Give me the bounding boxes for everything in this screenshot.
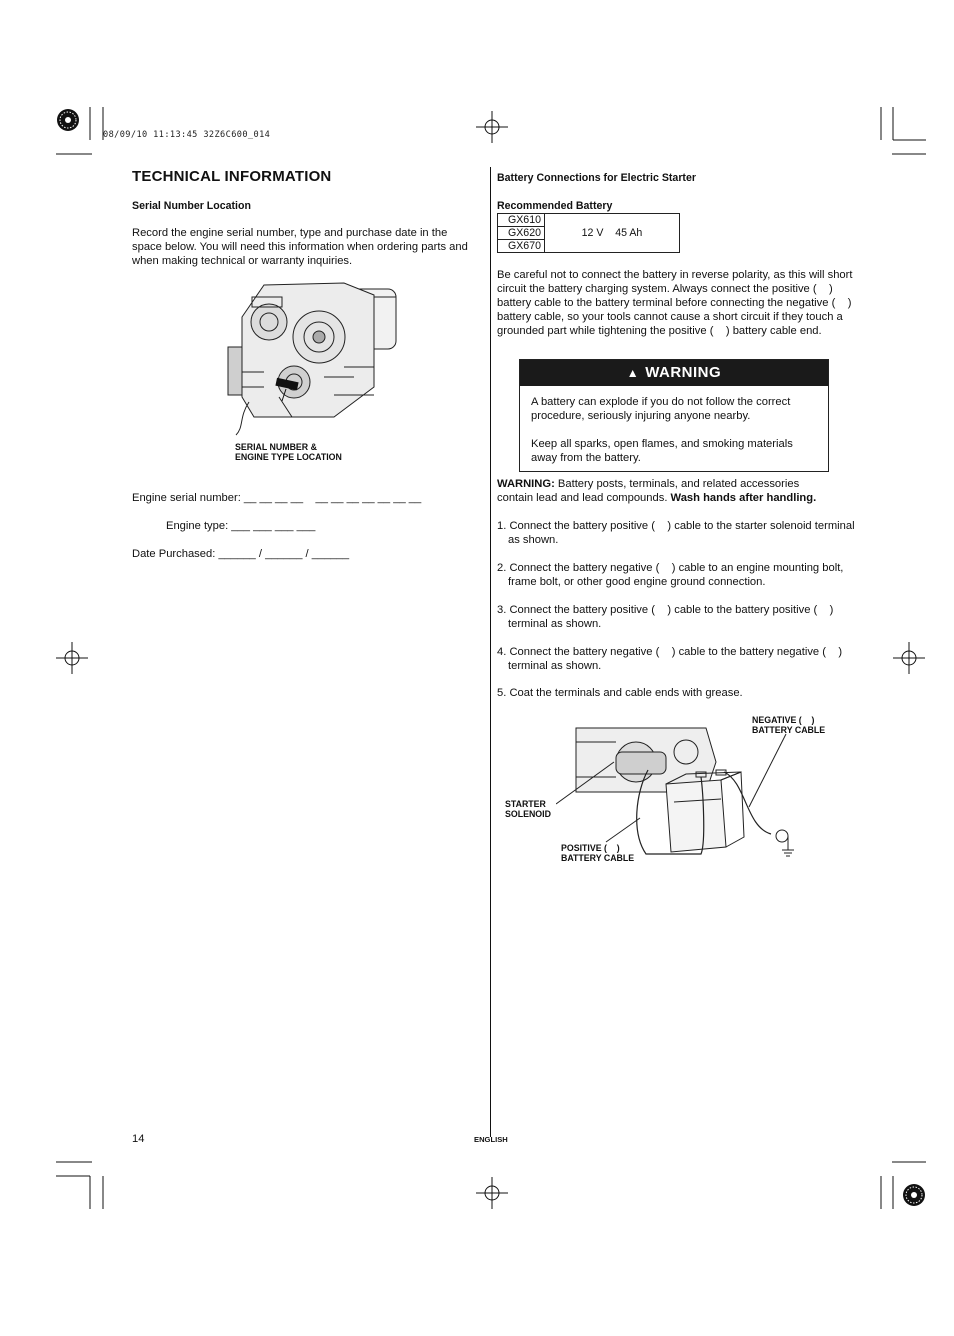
warning-para-2: Keep all sparks, open flames, and smoking materials away from the battery. [531,438,793,464]
positive-cable-label-line2: BATTERY CABLE [561,853,635,863]
print-code: 08/09/10 11:13:45 32Z6C600_014 [103,130,271,140]
recommended-battery-heading: Recommended Battery [497,200,613,212]
engine-serial-field: Engine serial number: __ __ __ __ __ __ __ __ __ __ __ [132,492,422,504]
lead-warning [497,477,837,505]
lead-warning-text: Battery posts, terminals, and related accessories contain lead and lead compounds. [497,478,800,504]
negative-cable-label-line2: BATTERY CABLE [752,725,826,735]
registration-target-left [56,642,88,674]
registration-target-bottom [476,1177,508,1209]
polarity-text: Be careful not to connect the battery in reverse polarity, as this will short circuit the battery charging system. Always connect the positive ( ) battery cable to the battery terminal before connecting the negative ( ) battery cable, so your tools cannot cause a short circuit if they touch a grounded part while tightening the positive ( ) battery cable end. [497,269,856,337]
serial-location-label-line2: ENGINE TYPE LOCATION [235,452,342,462]
list-item: 4. Connect the battery negative ( ) cable to the battery negative ( ) terminal as shown. [497,646,846,672]
warning-title: WARNING [645,364,722,381]
registration-target-right [893,642,925,674]
model-cell: GX670 [498,240,545,253]
positive-cable-label [561,843,634,863]
serial-text: Record the engine serial number, type and purchase date in the space below. You will need this information when ordering parts and when making technical or warranty inquiries. [132,227,468,267]
negative-cable-label-line1: NEGATIVE ( ) [752,715,815,725]
serial-location-label [235,442,342,462]
serial-location-label-line1: SERIAL NUMBER & [235,442,317,452]
list-item: 1. Connect the battery positive ( ) cable to the starter solenoid terminal as shown. [497,520,858,546]
engine-type-field: Engine type: ___ ___ ___ ___ [166,520,316,532]
starburst-mark-bottom-right [901,1182,927,1208]
warning-triangle-icon: ▲ [626,366,640,380]
negative-cable-label [752,715,825,735]
warning-box [519,359,829,472]
table-row [498,214,680,227]
warning-para-1: A battery can explode if you do not follow the correct procedure, seriously injuring anyone nearby. [531,396,791,422]
model-cell: GX610 [498,214,545,227]
battery-table [497,213,680,253]
warning-header [520,360,828,386]
registration-target-top [476,111,508,143]
starter-solenoid-label-line1: STARTER [505,799,546,809]
column-divider [490,167,491,1137]
language-label: ENGLISH [474,1135,508,1144]
battery-heading: Battery Connections for Electric Starter [497,172,696,184]
model-cell: GX620 [498,227,545,240]
starter-solenoid-label [505,799,551,819]
date-purchased-field: Date Purchased: ______ / ______ / ______ [132,548,350,560]
starburst-mark-top-left [55,107,81,133]
lead-warning-label: WARNING: [497,478,555,490]
serial-heading: Serial Number Location [132,200,251,212]
lead-warning-bold: Wash hands after handling. [670,492,817,504]
page-number: 14 [132,1133,145,1145]
engine-illustration [224,277,402,437]
positive-cable-label-line1: POSITIVE ( ) [561,843,620,853]
starter-solenoid-label-line2: SOLENOID [505,809,551,819]
battery-connection-diagram [556,722,806,862]
list-item: 5. Coat the terminals and cable ends with grease. [497,687,743,699]
battery-spec-cell: 12 V 45 Ah [545,214,680,253]
list-item: 3. Connect the battery positive ( ) cable to the battery positive ( ) terminal as shown. [497,604,837,630]
page-title: TECHNICAL INFORMATION [132,168,332,185]
list-item: 2. Connect the battery negative ( ) cable to an engine mounting bolt, frame bolt, or other good engine ground connection. [497,562,847,588]
